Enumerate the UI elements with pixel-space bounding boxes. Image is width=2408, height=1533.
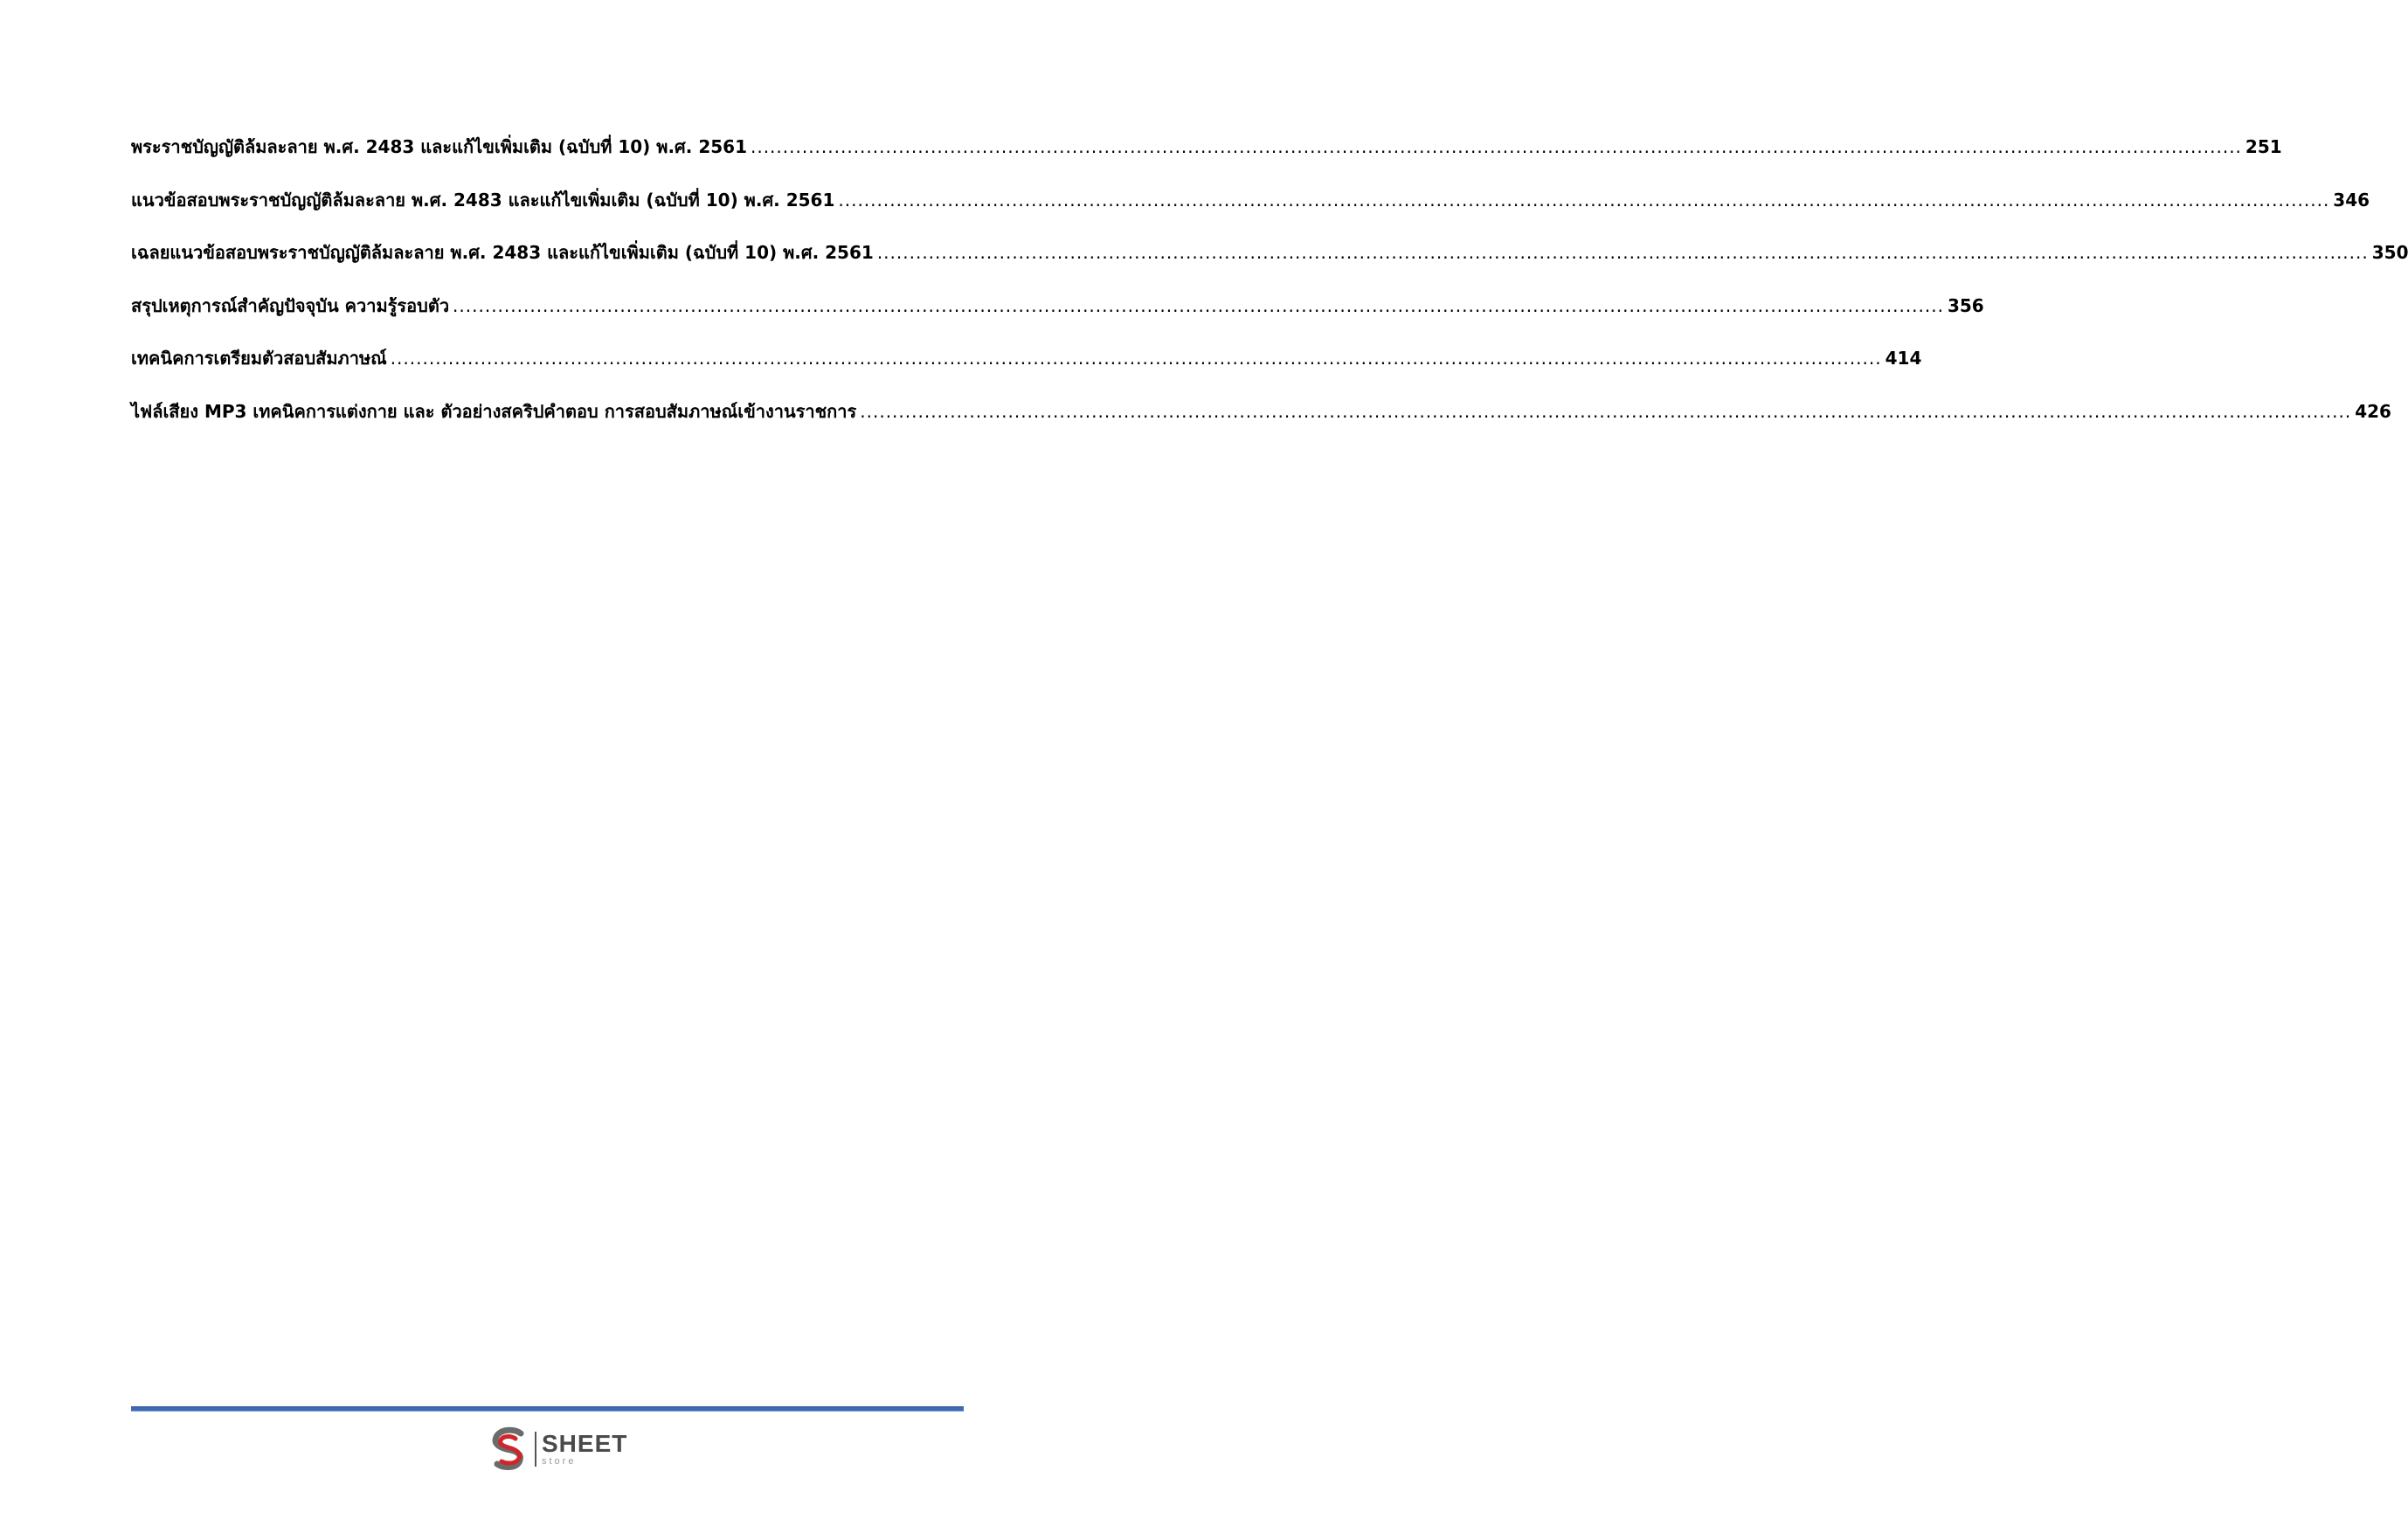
toc-page-number: 346 bbox=[2333, 189, 2370, 211]
toc-page-number: 426 bbox=[2355, 400, 2391, 422]
toc-entry[interactable] bbox=[131, 344, 1922, 397]
toc-dot-leader bbox=[751, 136, 2242, 157]
toc-page-number: 414 bbox=[1885, 348, 1922, 369]
toc-dot-leader bbox=[877, 242, 2369, 263]
toc-entry-title: ไฟล์เสียง MP3 เทคนิคการแต่งกาย และ ตัวอย่างสคริปคำตอบ การสอบสัมภาษณ์เข้างานราชการ bbox=[131, 400, 857, 422]
toc-entry[interactable] bbox=[131, 186, 2370, 239]
footer-divider bbox=[131, 1406, 964, 1412]
logo-text bbox=[542, 1432, 627, 1467]
toc-entry-title: สรุปเหตุการณ์สำคัญปัจจุบัน ความรู้รอบตัว bbox=[131, 294, 450, 316]
toc-entry-title: เฉลยแนวข้อสอบพระราชบัญญัติล้มละลาย พ.ศ. 2483 และแก้ไขเพิ่มเติม (ฉบับที่ 10) พ.ศ. 2561 bbox=[131, 242, 874, 264]
table-of-contents bbox=[131, 133, 2408, 451]
toc-entry-title: พระราชบัญญัติล้มละลาย พ.ศ. 2483 และแก้ไขเพิ่มเติม (ฉบับที่ 10) พ.ศ. 2561 bbox=[131, 136, 747, 157]
toc-dot-leader bbox=[860, 401, 2351, 422]
toc-entry-title: แนวข้อสอบพระราชบัญญัติล้มละลาย พ.ศ. 2483 และแก้ไขเพิ่มเติม (ฉบับที่ 10) พ.ศ. 2561 bbox=[131, 189, 835, 211]
toc-page-number: 350 bbox=[2371, 242, 2408, 264]
footer-logo bbox=[489, 1426, 627, 1472]
logo-divider bbox=[535, 1432, 536, 1467]
toc-page-number: 251 bbox=[2245, 136, 2282, 157]
toc-dot-leader bbox=[391, 348, 1882, 369]
toc-dot-leader bbox=[453, 295, 1944, 316]
toc-entry[interactable] bbox=[131, 133, 2282, 186]
toc-entry-title: เทคนิคการเตรียมตัวสอบสัมภาษณ์ bbox=[131, 348, 387, 369]
toc-dot-leader bbox=[838, 190, 2329, 211]
logo-wordmark: SHEET bbox=[542, 1430, 628, 1457]
toc-entry[interactable] bbox=[131, 238, 2408, 292]
toc-entry[interactable] bbox=[131, 292, 1984, 345]
toc-page-number: 356 bbox=[1947, 294, 1984, 316]
sheet-store-logo-icon bbox=[489, 1426, 531, 1472]
logo-subtitle: store bbox=[542, 1456, 577, 1467]
toc-entry[interactable] bbox=[131, 397, 2391, 451]
